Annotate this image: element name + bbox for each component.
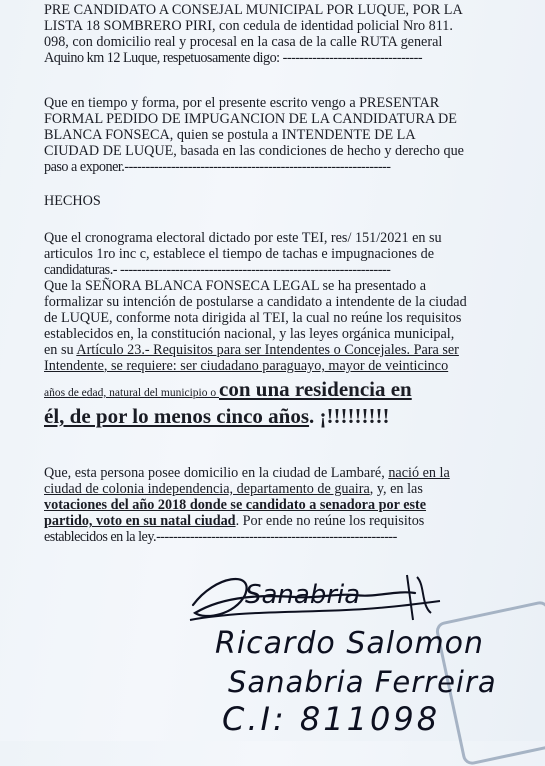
petition-paragraph [44,95,504,175]
facts-line [44,358,504,374]
facts-highlight: nació en la [388,465,450,481]
intro-line: 098, con domicilio real y procesal en la casa de la calle RUTA general [44,34,443,50]
heading-text: HECHOS [44,193,101,209]
petition-line: FORMAL PEDIDO DE IMPUGANCION DE LA CANDIDATURA DE [44,111,457,127]
facts-paragraph-2 [44,465,504,545]
emphasis-text: él, de por lo menos cinco años [44,404,310,428]
article-reference: Artículo 23.- Requisitos para ser Intendentes o Concejales. Para ser [76,342,459,358]
facts-line [44,342,504,358]
facts-line [44,404,504,428]
facts-line [44,497,504,513]
facts-line: formalizar su intención de postularse a candidato a intendente de la ciudad [44,294,467,310]
facts-text: en su [44,342,77,358]
emphasis-punctuation: . ¡!!!!!!!!! [309,404,390,428]
petition-line: paso a exponer.--------------------------------------------------------------- [44,159,391,175]
petition-line: CIUDAD DE LUQUE, basada en las condiciones de hecho y derecho que [44,143,464,159]
intro-paragraph [44,2,504,66]
intro-line: PRE CANDIDATO A CONSEJAL MUNICIPAL POR LUQUE, POR LA [44,2,463,18]
petition-line: BLANCA FONSECA, quien se postula a INTENDENTE DE LA [44,127,416,143]
section-heading [44,193,504,209]
facts-line: Que la SEÑORA BLANCA FONSECA LEGAL se ha presentado a [44,278,427,294]
signer-id-number: C.I: 811098 [222,700,441,738]
facts-text: Que, esta persona posee domicilio en la ciudad de Lambaré, [44,465,389,481]
signature-scribble-text: Sanabria [245,580,361,610]
facts-line: candidaturas.- ---------------------------------------------------------------- [44,262,391,278]
facts-line: articulos 1ro inc c, establece el tiempo de tachas e impugnaciones de [44,246,435,262]
article-text: años de edad, natural del municipio o [44,387,220,399]
emphasis-text: con una residencia en [219,377,412,401]
petition-line: Que en tiempo y forma, por el presente escrito vengo a PRESENTAR [44,95,440,111]
article-text: , se requiere: ser ciudadano paraguayo, mayor de veinticinco [103,358,449,374]
signer-name-line2: Sanabria Ferreira [228,665,497,699]
facts-line: establecidos en la ley.--------------------------------------------------------- [44,529,397,545]
facts-text: , y, en las [369,481,423,497]
article-text: Intendente [44,358,104,374]
facts-line [44,377,504,401]
facts-line [44,481,504,497]
facts-highlight: ciudad de colonia independencia, departamento de guaira [44,481,370,497]
signer-name-line1: Ricardo Salomon [215,626,485,661]
facts-line [44,465,504,481]
facts-line: establecidos en, la constitución nacional, y las leyes orgánica municipal, [44,326,455,342]
facts-line: de LUQUE, conforme nota dirigida al TEI, la cual no reúne los requisitos [44,310,462,326]
facts-highlight: votaciones del año 2018 donde se candidato a senadora por este [44,497,427,513]
facts-line [44,513,504,529]
intro-line: LISTA 18 SOMBRERO PIRI, con cedula de identidad policial Nro 811. [44,18,453,34]
facts-line: Que el cronograma electoral dictado por este TEI, res/ 151/2021 en su [44,230,442,246]
facts-highlight: partido, voto en su natal ciudad [44,513,236,529]
signature-scribble [185,565,445,635]
facts-paragraph-1 [44,230,504,428]
intro-line: Aquino km 12 Luque, respetuosamente digo: --------------------------------- [44,50,423,66]
facts-text: . Por ende no reúne los requisitos [235,513,425,529]
